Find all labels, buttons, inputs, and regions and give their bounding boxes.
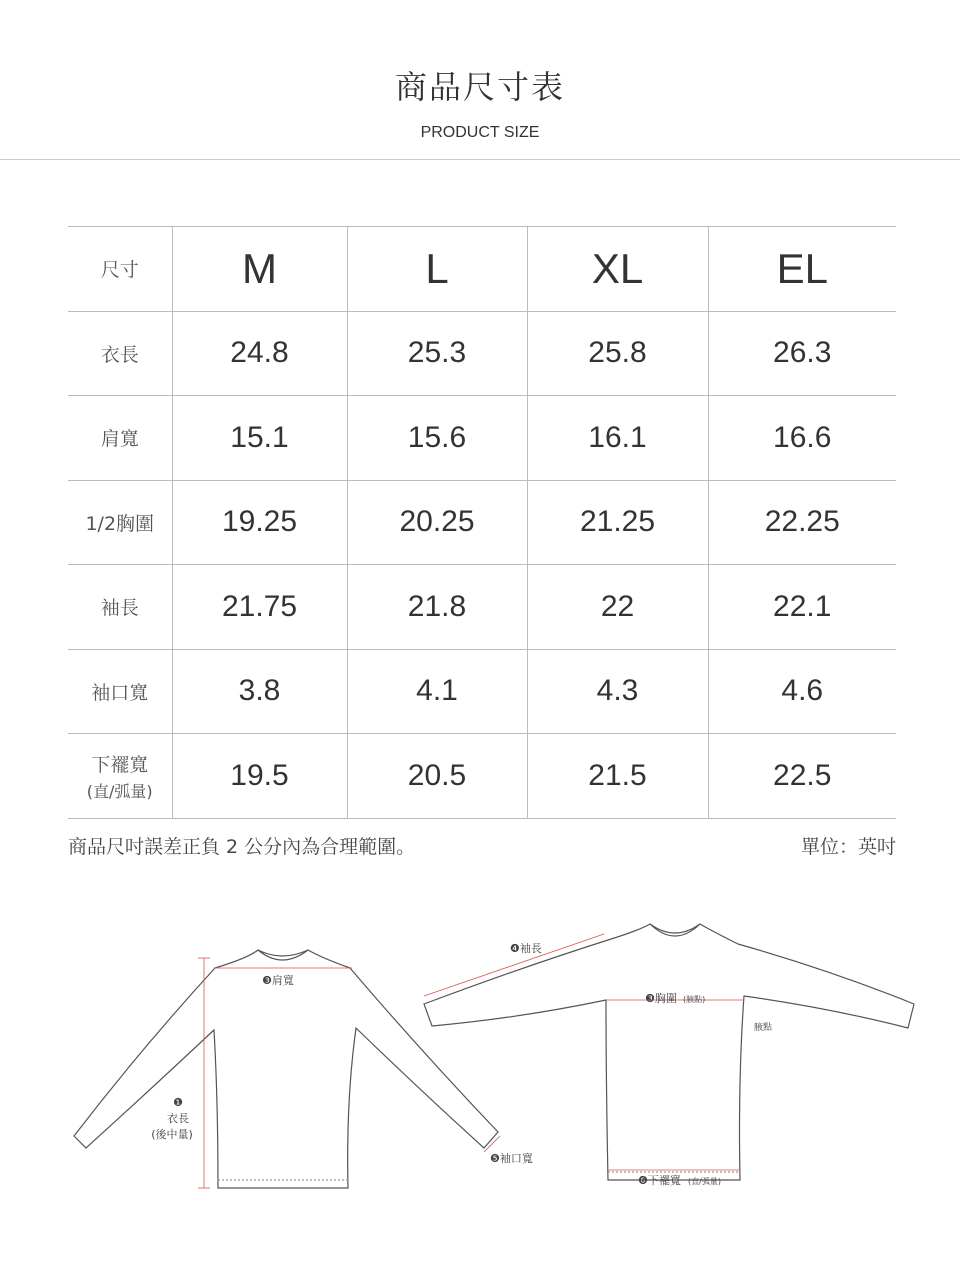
row-label [68, 734, 172, 819]
row-label: 衣長 [68, 311, 172, 396]
table-cell: 24.8 [172, 311, 347, 396]
table-cell: 21.8 [347, 565, 527, 650]
page-title: 商品尺寸表 [394, 68, 565, 106]
table-cell: 25.3 [347, 311, 527, 396]
length-number-label: ❶ [173, 1096, 183, 1109]
armpit-label: 腋點 [754, 1023, 773, 1033]
chest-label: ❸胸圍 [645, 992, 677, 1005]
size-header-el: EL [708, 227, 896, 312]
chest-sub-label: (腋點) [683, 995, 706, 1004]
table-row [68, 734, 896, 819]
measurement-diagram [0, 900, 960, 1230]
table-cell: 16.1 [527, 396, 708, 481]
size-table [68, 226, 896, 819]
table-cell: 22.1 [708, 565, 896, 650]
table-cell: 21.75 [172, 565, 347, 650]
table-row [68, 649, 896, 734]
row-label-main: 下襬寬 [91, 753, 149, 776]
table-row [68, 396, 896, 481]
table-header-row [68, 227, 896, 312]
hem-sub-label: (直/弧量) [688, 1177, 721, 1186]
row-label: 1/2胸圍 [68, 480, 172, 565]
shirt-front-measure-lines [424, 934, 744, 1170]
table-cell: 15.1 [172, 396, 347, 481]
table-cell: 15.6 [347, 396, 527, 481]
row-label: 袖口寬 [68, 649, 172, 734]
shoulder-width-label: ❸肩寬 [262, 974, 294, 987]
table-row [68, 480, 896, 565]
table-cell: 21.5 [527, 734, 708, 819]
unit-label: 單位：英吋 [800, 836, 896, 858]
header-divider [0, 159, 960, 160]
length-sub-label: (後中量) [151, 1128, 193, 1141]
table-cell: 3.8 [172, 649, 347, 734]
table-cell: 21.25 [527, 480, 708, 565]
shirt-front-illustration [424, 924, 914, 1180]
size-header-l: L [347, 227, 527, 312]
table-row [68, 565, 896, 650]
table-cell: 22.5 [708, 734, 896, 819]
row-label-sub: (直/弧量) [86, 781, 153, 801]
size-header-xl: XL [527, 227, 708, 312]
table-cell: 20.5 [347, 734, 527, 819]
table-cell: 26.3 [708, 311, 896, 396]
table-cell: 4.6 [708, 649, 896, 734]
row-label: 肩寬 [68, 396, 172, 481]
length-label: 衣長 [167, 1112, 189, 1125]
table-cell: 19.5 [172, 734, 347, 819]
table-row [68, 311, 896, 396]
size-header-m: M [172, 227, 347, 312]
sleeve-length-label: ❹袖長 [510, 942, 542, 955]
hem-width-label: ❻下襬寬 [638, 1174, 681, 1187]
page-subtitle: PRODUCT SIZE [420, 124, 540, 141]
table-cell: 19.25 [172, 480, 347, 565]
table-cell: 25.8 [527, 311, 708, 396]
row-label: 袖長 [68, 565, 172, 650]
table-cell: 22 [527, 565, 708, 650]
cuff-width-label: ❺袖口寬 [490, 1152, 533, 1165]
table-cell: 20.25 [347, 480, 527, 565]
table-cell: 22.25 [708, 480, 896, 565]
corner-label: 尺寸 [68, 227, 172, 312]
table-cell: 16.6 [708, 396, 896, 481]
table-cell: 4.3 [527, 649, 708, 734]
tolerance-note: 商品尺吋誤差正負 2 公分內為合理範圍。 [68, 836, 416, 858]
table-cell: 4.1 [347, 649, 527, 734]
